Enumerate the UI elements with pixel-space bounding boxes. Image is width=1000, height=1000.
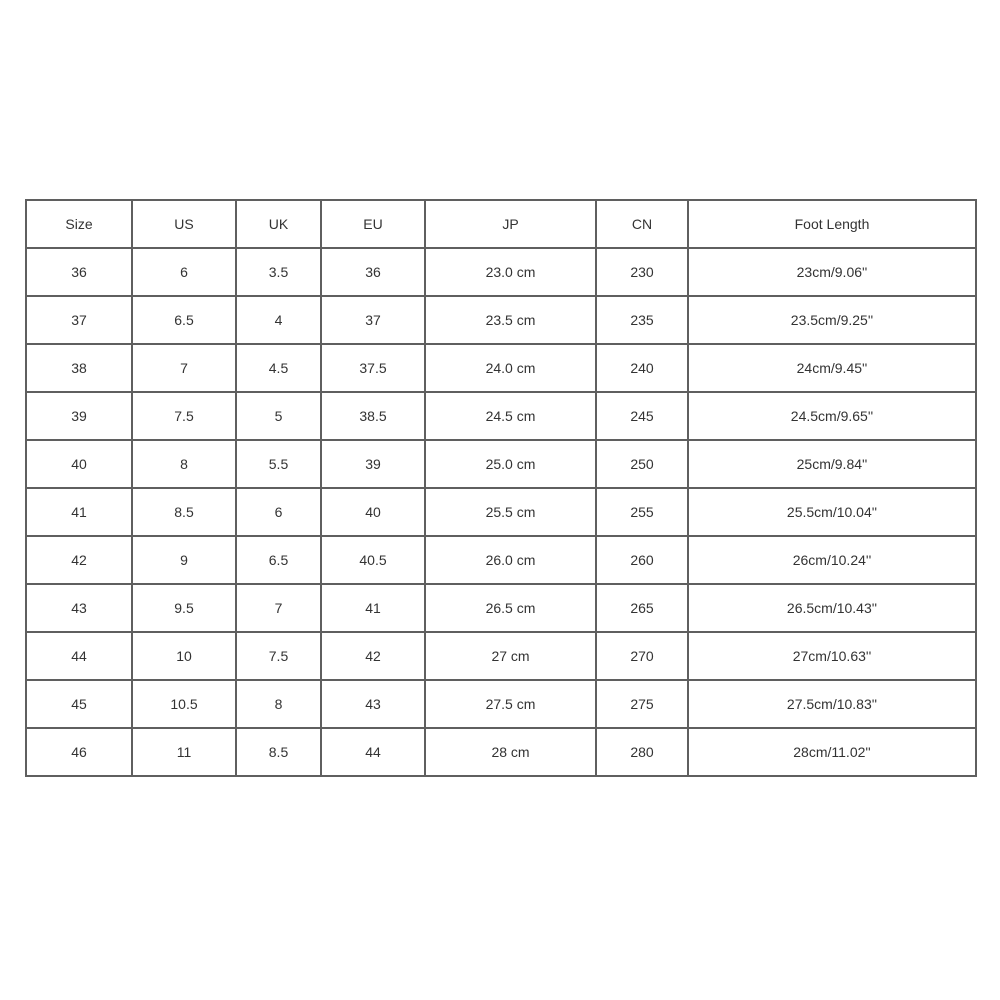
cell-uk: 8.5: [236, 728, 321, 776]
cell-size: 39: [26, 392, 132, 440]
cell-uk: 5.5: [236, 440, 321, 488]
cell-cn: 235: [596, 296, 688, 344]
header-cn: CN: [596, 200, 688, 248]
cell-foot-length: 26.5cm/10.43'': [688, 584, 976, 632]
cell-eu: 40: [321, 488, 425, 536]
cell-eu: 40.5: [321, 536, 425, 584]
cell-jp: 24.0 cm: [425, 344, 596, 392]
cell-eu: 44: [321, 728, 425, 776]
cell-cn: 260: [596, 536, 688, 584]
cell-uk: 3.5: [236, 248, 321, 296]
header-us: US: [132, 200, 236, 248]
cell-us: 7.5: [132, 392, 236, 440]
header-size: Size: [26, 200, 132, 248]
cell-jp: 25.0 cm: [425, 440, 596, 488]
cell-us: 6.5: [132, 296, 236, 344]
cell-cn: 265: [596, 584, 688, 632]
cell-foot-length: 25.5cm/10.04'': [688, 488, 976, 536]
cell-foot-length: 27cm/10.63'': [688, 632, 976, 680]
cell-uk: 5: [236, 392, 321, 440]
cell-foot-length: 23cm/9.06'': [688, 248, 976, 296]
cell-cn: 245: [596, 392, 688, 440]
cell-cn: 275: [596, 680, 688, 728]
cell-us: 10.5: [132, 680, 236, 728]
cell-eu: 42: [321, 632, 425, 680]
cell-foot-length: 25cm/9.84'': [688, 440, 976, 488]
table-row: [26, 632, 976, 680]
cell-size: 43: [26, 584, 132, 632]
cell-size: 37: [26, 296, 132, 344]
header-jp: JP: [425, 200, 596, 248]
cell-jp: 24.5 cm: [425, 392, 596, 440]
cell-foot-length: 28cm/11.02'': [688, 728, 976, 776]
size-chart-body: [26, 248, 976, 776]
cell-us: 7: [132, 344, 236, 392]
cell-jp: 23.5 cm: [425, 296, 596, 344]
table-row: [26, 440, 976, 488]
cell-jp: 26.5 cm: [425, 584, 596, 632]
table-row: [26, 392, 976, 440]
cell-eu: 43: [321, 680, 425, 728]
cell-us: 9: [132, 536, 236, 584]
cell-foot-length: 26cm/10.24'': [688, 536, 976, 584]
table-row: [26, 344, 976, 392]
cell-uk: 6.5: [236, 536, 321, 584]
cell-foot-length: 27.5cm/10.83'': [688, 680, 976, 728]
cell-cn: 270: [596, 632, 688, 680]
header-eu: EU: [321, 200, 425, 248]
table-row: [26, 584, 976, 632]
cell-uk: 7: [236, 584, 321, 632]
cell-us: 9.5: [132, 584, 236, 632]
cell-foot-length: 24.5cm/9.65'': [688, 392, 976, 440]
cell-size: 42: [26, 536, 132, 584]
cell-uk: 7.5: [236, 632, 321, 680]
cell-jp: 23.0 cm: [425, 248, 596, 296]
cell-foot-length: 23.5cm/9.25'': [688, 296, 976, 344]
header-row: [26, 200, 976, 248]
header-uk: UK: [236, 200, 321, 248]
cell-eu: 38.5: [321, 392, 425, 440]
cell-eu: 39: [321, 440, 425, 488]
cell-size: 38: [26, 344, 132, 392]
cell-cn: 250: [596, 440, 688, 488]
table-row: [26, 728, 976, 776]
cell-eu: 37: [321, 296, 425, 344]
cell-size: 46: [26, 728, 132, 776]
table-row: [26, 536, 976, 584]
cell-foot-length: 24cm/9.45'': [688, 344, 976, 392]
cell-us: 11: [132, 728, 236, 776]
cell-jp: 27 cm: [425, 632, 596, 680]
table-row: [26, 488, 976, 536]
table-row: [26, 296, 976, 344]
cell-cn: 230: [596, 248, 688, 296]
cell-eu: 41: [321, 584, 425, 632]
cell-size: 45: [26, 680, 132, 728]
cell-us: 8.5: [132, 488, 236, 536]
cell-size: 36: [26, 248, 132, 296]
cell-uk: 8: [236, 680, 321, 728]
cell-uk: 6: [236, 488, 321, 536]
cell-uk: 4: [236, 296, 321, 344]
cell-us: 10: [132, 632, 236, 680]
cell-size: 40: [26, 440, 132, 488]
size-chart-header: [26, 200, 976, 248]
cell-jp: 27.5 cm: [425, 680, 596, 728]
cell-cn: 280: [596, 728, 688, 776]
cell-jp: 28 cm: [425, 728, 596, 776]
cell-size: 41: [26, 488, 132, 536]
cell-cn: 240: [596, 344, 688, 392]
cell-eu: 37.5: [321, 344, 425, 392]
cell-us: 6: [132, 248, 236, 296]
table-row: [26, 248, 976, 296]
cell-size: 44: [26, 632, 132, 680]
size-chart-table: [25, 199, 977, 777]
header-foot-length: Foot Length: [688, 200, 976, 248]
cell-uk: 4.5: [236, 344, 321, 392]
cell-jp: 26.0 cm: [425, 536, 596, 584]
table-row: [26, 680, 976, 728]
cell-cn: 255: [596, 488, 688, 536]
cell-us: 8: [132, 440, 236, 488]
cell-jp: 25.5 cm: [425, 488, 596, 536]
cell-eu: 36: [321, 248, 425, 296]
